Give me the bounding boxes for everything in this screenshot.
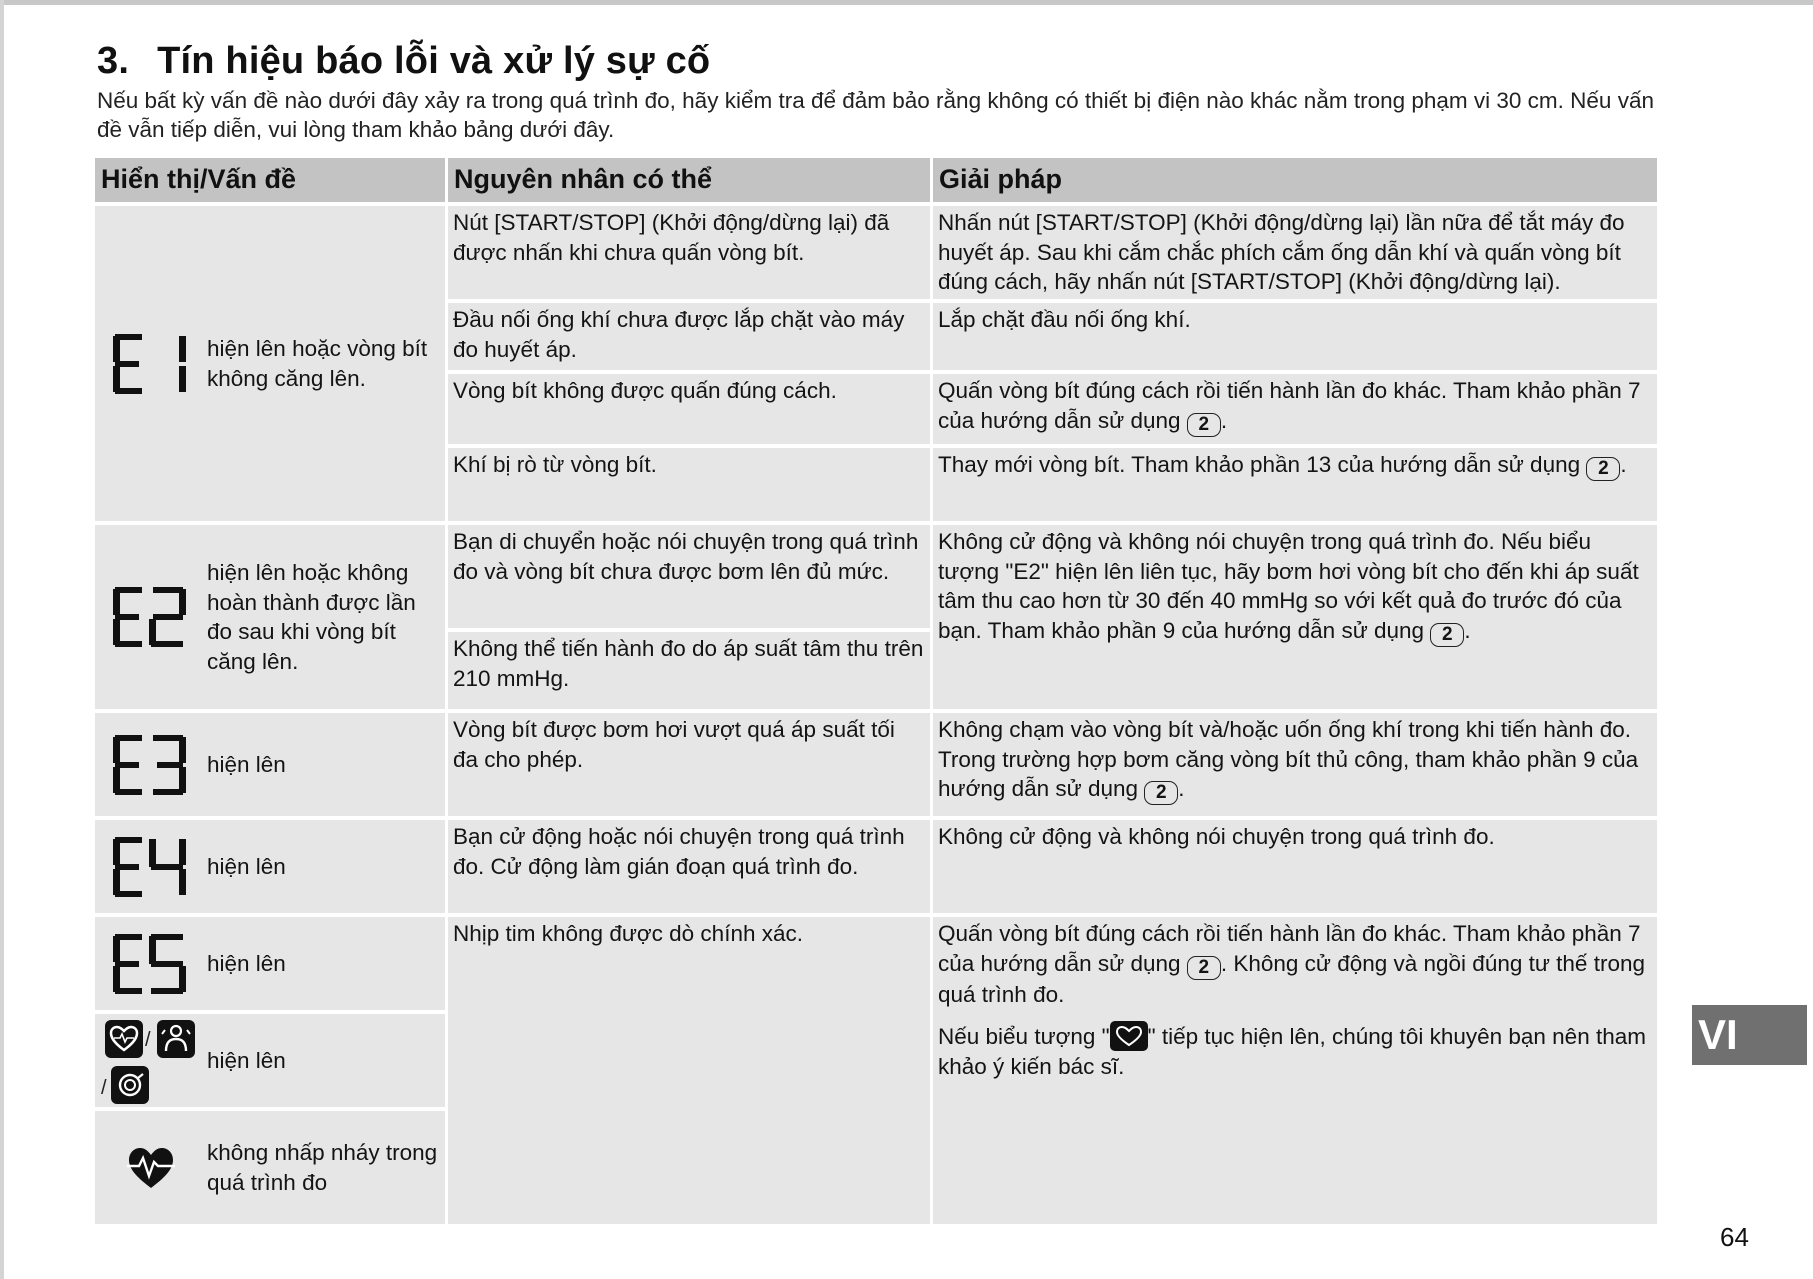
manual-ref-icon: 2 [1430, 623, 1464, 647]
irregular-heartbeat-icon [1110, 1021, 1148, 1051]
e1-solution-3-text: Quấn vòng bít đúng cách rồi tiến hành lần đo khác. Tham khảo phần 7 của hướng dẫn sử dụng [938, 378, 1641, 433]
left-border [0, 0, 4, 1279]
heartbeat-icon [125, 1144, 177, 1192]
e5-solution [933, 917, 1657, 1224]
display-e2 [95, 525, 445, 709]
e3-segment-display [95, 733, 207, 797]
e3-solution [933, 713, 1657, 816]
e5-note-after: " tiếp tục hiện lên, chúng tôi khuyên bạn nên tham khảo ý kiến bác sĩ. [938, 1024, 1646, 1079]
e5-code-icon [109, 932, 193, 996]
display-heartbeat [95, 1111, 445, 1224]
header-solution: Giải pháp [933, 158, 1657, 202]
language-tab: VI [1692, 1005, 1807, 1065]
e5-note-before: Nếu biểu tượng " [938, 1024, 1110, 1049]
e1-segment-display [95, 332, 207, 396]
e1-cause-3: Vòng bít không được quấn đúng cách. [448, 374, 930, 444]
e2-solution [933, 525, 1657, 709]
e1-cause-4: Khí bị rò từ vòng bít. [448, 448, 930, 521]
manual-ref-icon: 2 [1187, 956, 1221, 980]
e1-code-icon [109, 332, 193, 396]
heartbeat-group [95, 1144, 207, 1192]
e5-cause: Nhịp tim không được dò chính xác. [448, 917, 930, 1224]
e1-solution-2: Lắp chặt đầu nối ống khí. [933, 303, 1657, 370]
e1-solution-3-end: . [1220, 407, 1228, 433]
e3-code-icon [109, 733, 193, 797]
e1-solution-1: Nhấn nút [START/STOP] (Khởi động/dừng lại) lần nữa để tắt máy đo huyết áp. Sau khi cắm chắc phích cắm ống dẫn khí và quấn vòng bít đúng cách, hãy nhấn nút [START/STOP] (Khởi động/dừng lại). [933, 206, 1657, 299]
section-number: 3. [97, 40, 130, 82]
e5-solution-para-2 [938, 1021, 1652, 1081]
manual-ref-icon: 2 [1187, 413, 1221, 437]
section-title-text: Tín hiệu báo lỗi và xử lý sự cố [157, 40, 711, 82]
e2-cause-1: Bạn di chuyển hoặc nói chuyện trong quá trình đo và vòng bít chưa được bơm lên đủ mức. [448, 525, 930, 628]
e4-solution: Không cử động và không nói chuyện trong quá trình đo. [933, 820, 1657, 913]
header-cause: Nguyên nhân có thể [448, 158, 930, 202]
e3-solution-text: Không chạm vào vòng bít và/hoặc uốn ống khí trong khi tiến hành đo. Trong trường hợp bơm căng vòng bít thủ công, tham khảo phần 9 của hướng dẫn sử dụng [938, 717, 1639, 801]
display-e1 [95, 206, 445, 521]
icon-cluster [101, 1016, 201, 1106]
e5-solution-text-after: . Không cử động và ngồi đúng tư thế trong quá trình đo. [938, 950, 1645, 1007]
e5-description: hiện lên [207, 950, 286, 976]
e3-cause: Vòng bít được bơm hơi vượt quá áp suất tối đa cho phép. [448, 713, 930, 816]
e1-solution-4-text: Thay mới vòng bít. Tham khảo phần 13 của hướng dẫn sử dụng [938, 452, 1581, 477]
e2-code-icon [109, 585, 193, 649]
e2-segment-display [95, 585, 207, 649]
e5-segment-display [95, 932, 207, 996]
irregular-icons-group [95, 1016, 207, 1106]
e1-solution-4 [933, 448, 1657, 521]
e2-description: hiện lên hoặc không hoàn thành được lần đo sau khi vòng bít căng lên. [207, 560, 416, 674]
manual-ref-icon: 2 [1144, 781, 1178, 805]
header-display: Hiển thị/Vấn đề [95, 158, 445, 202]
e1-cause-1: Nút [START/STOP] (Khởi động/dừng lại) đã được nhấn khi chưa quấn vòng bít. [448, 206, 930, 299]
manual-ref-icon: 2 [1586, 457, 1620, 481]
intro-paragraph: Nếu bất kỳ vấn đề nào dưới đây xảy ra trong quá trình đo, hãy kiểm tra để đảm bảo rằng không có thiết bị điện nào khác nằm trong phạm vi 30 cm. Nếu vấn đề vẫn tiếp diễn, vui lòng tham khảo bảng dưới đây. [97, 88, 1654, 142]
troubleshooting-table [95, 158, 1657, 1208]
e3-description: hiện lên [207, 751, 286, 777]
display-irregular-icons [95, 1014, 445, 1107]
irregular-heartbeat-icon [105, 1020, 143, 1058]
e3-solution-end: . [1178, 776, 1185, 801]
body-movement-icon [157, 1020, 195, 1058]
icon-separator: / [101, 1076, 107, 1099]
e2-solution-end: . [1464, 617, 1471, 643]
top-border [0, 0, 1813, 5]
e2-cause-2: Không thể tiến hành đo do áp suất tâm thu trên 210 mmHg. [448, 632, 930, 709]
page-number: 64 [1720, 1222, 1749, 1252]
display-e4 [95, 820, 445, 913]
e4-code-icon [109, 835, 193, 899]
e4-description: hiện lên [207, 853, 286, 879]
cuff-wrap-icon [111, 1066, 149, 1104]
e1-solution-3 [933, 374, 1657, 444]
e2-solution-text: Không cử động và không nói chuyện trong quá trình đo. Nếu biểu tượng "E2" hiện lên liên tục, hãy bơm hơi vòng bít cho đến khi áp suất tâm thu cao hơn từ 30 đến 40 mmHg so với kết quả đo trước đó của bạn. Tham khảo phần 9 của hướng dẫn sử dụng [938, 529, 1639, 643]
e1-cause-2: Đầu nối ống khí chưa được lắp chặt vào máy đo huyết áp. [448, 303, 930, 370]
e1-description: hiện lên hoặc vòng bít không căng lên. [207, 336, 428, 391]
section-title [97, 40, 710, 83]
e4-cause: Bạn cử động hoặc nói chuyện trong quá trình đo. Cử động làm gián đoạn quá trình đo. [448, 820, 930, 913]
heartbeat-description: không nhấp nháy trong quá trình đo [207, 1140, 438, 1195]
display-e3 [95, 713, 445, 816]
e1-solution-4-end: . [1620, 452, 1627, 477]
e5-solution-para-1 [938, 919, 1652, 1009]
irregular-icons-description: hiện lên [207, 1047, 286, 1073]
e4-segment-display [95, 835, 207, 899]
display-e5 [95, 917, 445, 1010]
e5-solution-text: Quấn vòng bít đúng cách rồi tiến hành lần đo khác. Tham khảo phần 7 của hướng dẫn sử dụng [938, 921, 1641, 976]
icon-separator: / [145, 1028, 151, 1051]
